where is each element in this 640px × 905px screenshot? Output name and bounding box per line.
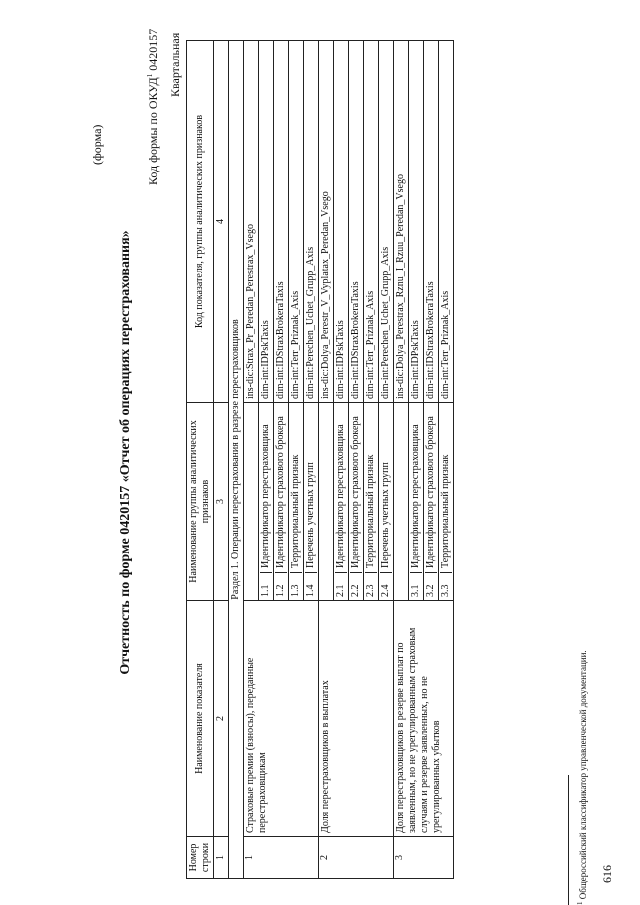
indicator-code: ins-dic:Dolya_Perestr_V_Vyplatax_Peredan_Vsego: [319, 41, 334, 403]
row-number: 2: [319, 837, 394, 879]
section-row: [229, 41, 244, 879]
report-table: [186, 40, 454, 879]
sub-row-number: 1.3: [290, 572, 302, 597]
sub-row-number: 3.1: [410, 572, 422, 597]
sub-row-number: 3.3: [440, 572, 452, 597]
okud-footnote-mark: 1: [146, 73, 154, 78]
header-row: [187, 41, 214, 879]
footnote-text: Общероссийский классификатор управленческой документации.: [578, 650, 588, 900]
indicator-code: dim-int:IDStraxBrokeraTaxis: [349, 41, 364, 403]
group-name-empty: [319, 403, 334, 601]
indicator-code: dim-int:IDStraxBrokeraTaxis: [274, 41, 289, 403]
indicator-code: dim-int:IDStraxBrokeraTaxis: [424, 41, 439, 403]
sub-row-number: 3.2: [425, 572, 437, 597]
header-indicator-name: Наименование показателя: [187, 601, 214, 837]
header-group-name: Наименование группы аналитических признаков: [187, 403, 214, 601]
indicator-code: ins-dic:Dolya_Perestrax_Rznu_I_Rzuu_Peredan_Vsego: [394, 41, 409, 403]
form-label: (форма): [90, 124, 104, 165]
period-label: Квартальная: [168, 32, 182, 97]
column-number: 4: [214, 41, 229, 403]
sub-row-number: 1.2: [275, 572, 287, 597]
indicator-code: dim-int:IDPskTaxis: [259, 41, 274, 403]
indicator-code: dim-int:Perechen_Uchet_Grupp_Axis: [379, 41, 394, 403]
page-title: Отчетность по форме 0420157 «Отчет об операциях перестрахования»: [118, 230, 133, 675]
row-number: 1: [244, 837, 319, 879]
column-number: 3: [214, 403, 229, 601]
column-number: 2: [214, 601, 229, 837]
footnote-divider: [568, 775, 569, 905]
okud-code: 0420157: [146, 28, 160, 71]
table-row: [394, 41, 409, 879]
table-row: [244, 41, 259, 879]
indicator-code: ins-dic:Strax_Pr_Peredan_Perestrax_Vsego: [244, 41, 259, 403]
footnote: [576, 650, 588, 905]
sub-row-number: 2.4: [380, 572, 392, 597]
group-name-empty: [394, 403, 409, 601]
sub-row-number: 2.2: [350, 572, 362, 597]
column-number-row: [214, 41, 229, 879]
group-name: 1.1Идентификатор перестраховщика: [259, 403, 274, 601]
indicator-code: dim-int:Terr_Priznak_Axis: [289, 41, 304, 403]
indicator-code: dim-int:Terr_Priznak_Axis: [439, 41, 454, 403]
group-name: 1.2Идентификатор страхового брокера: [274, 403, 289, 601]
indicator-code: dim-int:Terr_Priznak_Axis: [364, 41, 379, 403]
row-number: 3: [394, 837, 454, 879]
okud-line: [146, 29, 161, 185]
okud-label: Код формы по ОКУД: [146, 77, 160, 185]
group-name: 2.1Идентификатор перестраховщика: [334, 403, 349, 601]
group-name-empty: [244, 403, 259, 601]
indicator-code: dim-int:Perechen_Uchet_Grupp_Axis: [304, 41, 319, 403]
indicator-name: Страховые премии (взносы), переданные перестраховщикам: [244, 601, 319, 837]
group-name: 1.4Перечень учетных групп: [304, 403, 319, 601]
column-number: 1: [214, 837, 229, 879]
group-name: 2.3Территориальный признак: [364, 403, 379, 601]
table-row: [319, 41, 334, 879]
group-name: 3.1Идентификатор перестраховщика: [409, 403, 424, 601]
header-row-number: Номер строки: [187, 837, 214, 879]
sub-row-number: 1.1: [260, 572, 272, 597]
indicator-code: dim-int:IDPskTaxis: [409, 41, 424, 403]
sub-row-number: 2.1: [335, 572, 347, 597]
report-table-container: [186, 41, 454, 879]
indicator-name: Доля перестраховщиков в выплатах: [319, 601, 394, 837]
page-number: 616: [600, 865, 614, 883]
group-name: 1.3Территориальный признак: [289, 403, 304, 601]
group-name: 2.4Перечень учетных групп: [379, 403, 394, 601]
header-indicator-code: Код показателя, группы аналитических признаков: [187, 41, 214, 403]
footnote-mark: 1: [576, 901, 584, 905]
section-title: Раздел 1. Операции перестрахования в разрезе перестраховщиков: [229, 41, 244, 879]
indicator-name: Доля перестраховщиков в резерве выплат по заявленным, но не урегулированным страховым случаям и резерве заявленных, но не урегулированных убытков: [394, 601, 454, 837]
sub-row-number: 2.3: [365, 572, 377, 597]
group-name: 3.3Территориальный признак: [439, 403, 454, 601]
indicator-code: dim-int:IDPskTaxis: [334, 41, 349, 403]
group-name: 3.2Идентификатор страхового брокера: [424, 403, 439, 601]
group-name: 2.2Идентификатор страхового брокера: [349, 403, 364, 601]
sub-row-number: 1.4: [305, 572, 317, 597]
